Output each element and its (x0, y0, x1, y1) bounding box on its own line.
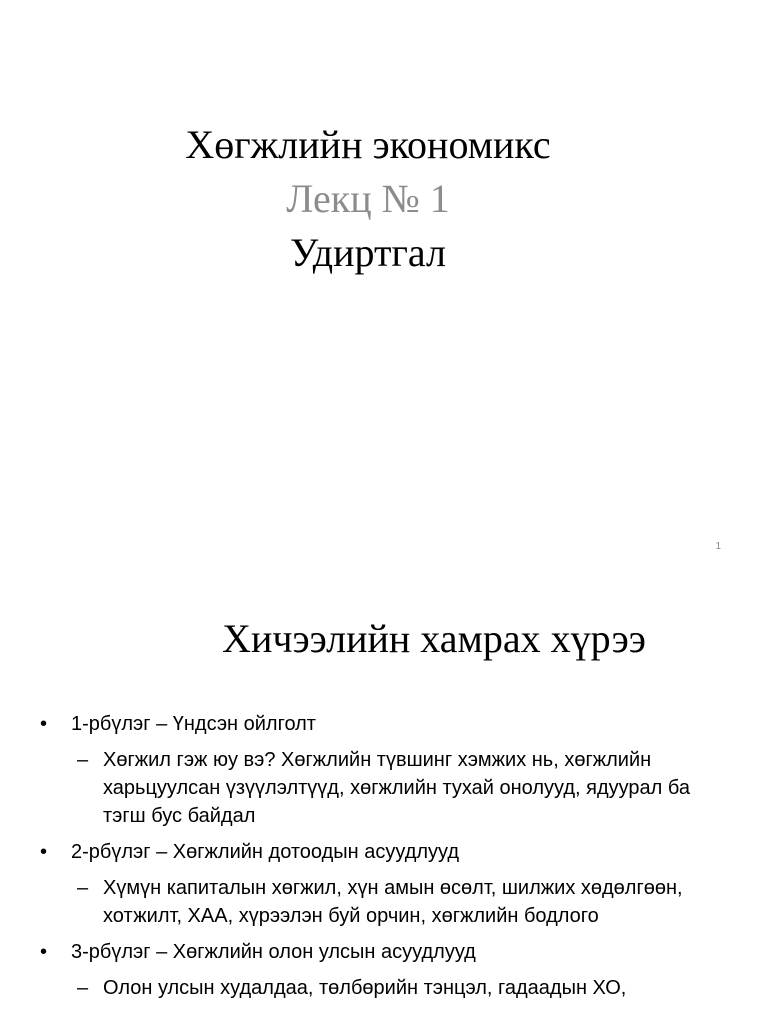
chapter-detail (0, 974, 768, 1002)
chapter-label: 2-рбүлэг – Хөгжлийн дотоодын асуудлууд (71, 841, 460, 863)
bullet-icon: • (40, 941, 48, 963)
chapter-detail-text: Олон улсын худалдаа, төлбөрийн тэнцэл, гадаадын ХО, (103, 977, 627, 999)
slide-page-number: 1 (715, 541, 721, 552)
course-title: Хөгжлийн экономикс (185, 122, 551, 167)
dash-icon: – (77, 749, 89, 771)
lecture-topic: Удиртгал (290, 230, 446, 275)
chapter-detail (0, 874, 768, 930)
scope-slide (0, 576, 768, 1024)
list-item (0, 706, 768, 830)
dash-icon: – (77, 977, 89, 999)
chapter-heading (0, 934, 768, 970)
chapter-list (0, 706, 768, 1006)
title-block (0, 118, 736, 280)
list-item (0, 834, 768, 930)
list-item (0, 934, 768, 1002)
chapter-detail-text: Хөгжил гэж юу вэ? Хөгжлийн түвшинг хэмжих нь, хөгжлийн харьцуулсан үзүүлэлтүүд, хөгжлийн тухай онолууд, ядуурал ба тэгш бус байдал (103, 749, 691, 827)
chapter-label: 1-рбүлэг – Үндсэн ойлголт (71, 713, 316, 735)
chapter-heading (0, 834, 768, 870)
lecture-number: Лекц № 1 (286, 176, 450, 221)
bullet-icon: • (40, 841, 48, 863)
chapter-heading (0, 706, 768, 742)
bullet-icon: • (40, 713, 48, 735)
chapter-detail (0, 746, 768, 830)
dash-icon: – (77, 877, 89, 899)
chapter-label: 3-рбүлэг – Хөгжлийн олон улсын асуудлууд (71, 941, 476, 963)
chapter-detail-text: Хүмүн капиталын хөгжил, хүн амын өсөлт, шилжих хөдөлгөөн, хотжилт, ХАА, хүрээлэн буй орчин, хөгжлийн бодлого (103, 877, 683, 927)
scope-title: Хичээлийн хамрах хүрээ (222, 616, 646, 661)
